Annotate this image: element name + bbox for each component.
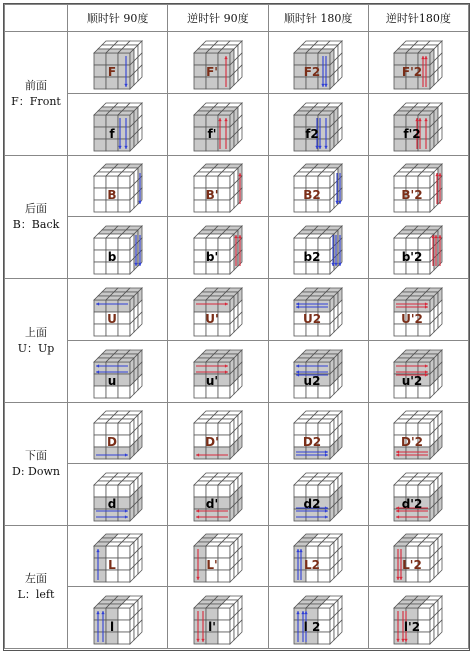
- cube-diagram: [286, 158, 350, 214]
- cube-diagram: [286, 282, 350, 338]
- move-notation-label: L'2: [402, 558, 423, 572]
- corner-cell: [5, 5, 68, 32]
- move-cell: [368, 403, 468, 464]
- cube-diagram: [386, 35, 450, 91]
- move-cell: [168, 341, 268, 403]
- move-cell: [268, 526, 368, 587]
- face-label-cell: [5, 156, 68, 279]
- move-notation-label: u': [205, 373, 218, 388]
- move-notation-label: B'2: [401, 188, 423, 202]
- move-notation-label: B: [107, 188, 117, 202]
- move-cell: [168, 94, 268, 156]
- move-cell: [68, 587, 168, 649]
- face-name-zh: 前面: [25, 78, 47, 92]
- cube-diagram: [86, 158, 150, 214]
- move-notation-label: u'2: [402, 373, 423, 388]
- cube-diagram: [386, 528, 450, 584]
- move-cell: [368, 217, 468, 279]
- cube-diagram: [186, 97, 250, 153]
- move-notation-label: l: [109, 619, 114, 634]
- cube-diagram: [386, 467, 450, 523]
- move-notation-label: b2: [303, 249, 321, 264]
- move-notation-label: F: [107, 64, 116, 79]
- cube-diagram: [186, 405, 250, 461]
- move-notation-label: F'2: [402, 64, 423, 79]
- move-notation-label: L: [107, 558, 116, 572]
- cube-diagram: [286, 467, 350, 523]
- face-name-en: L：left: [17, 588, 55, 601]
- cube-diagram: [386, 590, 450, 646]
- move-row: [5, 32, 469, 94]
- move-cell: [68, 464, 168, 526]
- move-cell: [168, 32, 268, 94]
- cube-diagram: [86, 528, 150, 584]
- move-notation-label: l': [207, 619, 216, 634]
- face-name-zh: 下面: [25, 449, 47, 462]
- move-notation-label: U': [205, 311, 219, 326]
- face-name-zh: 左面: [25, 572, 47, 585]
- move-cell: [68, 94, 168, 156]
- cube-diagram: [386, 158, 450, 214]
- move-cell: [168, 156, 268, 217]
- move-notation-label: b'2: [402, 249, 423, 264]
- cube-diagram: [386, 405, 450, 461]
- cube-diagram: [386, 220, 450, 276]
- move-cell: [268, 94, 368, 156]
- col-header-cw-90: 顺时针 90度: [68, 5, 168, 32]
- move-cell: [268, 32, 368, 94]
- move-cell: [168, 279, 268, 341]
- rubiks-notation-table: [4, 4, 469, 649]
- notation-table-frame: [3, 3, 470, 651]
- move-notation-label: b': [205, 249, 219, 264]
- face-name-en: U：Up: [17, 341, 55, 355]
- move-cell: [268, 156, 368, 217]
- move-cell: [368, 526, 468, 587]
- move-cell: [268, 279, 368, 341]
- move-notation-label: B': [205, 188, 219, 202]
- move-notation-label: U'2: [401, 311, 424, 326]
- move-notation-label: f': [207, 126, 217, 141]
- cube-diagram: [286, 97, 350, 153]
- cube-diagram: [286, 590, 350, 646]
- move-notation-label: f2: [305, 126, 319, 141]
- move-cell: [68, 217, 168, 279]
- move-cell: [268, 587, 368, 649]
- cube-diagram: [86, 282, 150, 338]
- move-notation-label: D2: [302, 435, 322, 449]
- move-row: [5, 341, 469, 403]
- move-notation-label: d'2: [402, 496, 423, 511]
- cube-diagram: [286, 344, 350, 400]
- cube-diagram: [186, 344, 250, 400]
- cube-diagram: [286, 35, 350, 91]
- move-cell: [68, 156, 168, 217]
- col-header-ccw-90: 逆时针 90度: [168, 5, 268, 32]
- move-notation-label: L2: [304, 558, 321, 572]
- cube-diagram: [386, 282, 450, 338]
- move-cell: [168, 217, 268, 279]
- move-cell: [268, 341, 368, 403]
- move-cell: [168, 403, 268, 464]
- move-cell: [68, 403, 168, 464]
- move-notation-label: f: [109, 126, 115, 141]
- move-notation-label: d2: [303, 496, 321, 511]
- cube-diagram: [86, 467, 150, 523]
- move-notation-label: F': [205, 64, 218, 79]
- move-notation-label: d: [107, 496, 116, 511]
- cube-diagram: [286, 528, 350, 584]
- move-notation-label: l 2: [303, 619, 321, 634]
- move-row: [5, 279, 469, 341]
- move-notation-label: F2: [303, 64, 321, 79]
- move-notation-label: f'2: [403, 126, 421, 141]
- face-name-en: D: Down: [12, 465, 60, 478]
- move-cell: [368, 94, 468, 156]
- move-cell: [68, 32, 168, 94]
- face-label-cell: [5, 32, 68, 156]
- move-row: [5, 403, 469, 464]
- move-notation-label: u: [107, 373, 116, 388]
- move-row: [5, 94, 469, 156]
- move-cell: [368, 464, 468, 526]
- move-notation-label: B2: [303, 188, 321, 202]
- col-header-cw-180: 顺时针 180度: [268, 5, 368, 32]
- face-name-zh: 上面: [25, 325, 47, 339]
- move-cell: [368, 587, 468, 649]
- move-cell: [168, 526, 268, 587]
- move-notation-label: b: [107, 249, 116, 264]
- cube-diagram: [286, 220, 350, 276]
- cube-diagram: [86, 405, 150, 461]
- move-notation-label: D: [106, 435, 117, 449]
- move-notation-label: d': [205, 496, 219, 511]
- move-cell: [68, 279, 168, 341]
- move-cell: [368, 341, 468, 403]
- move-cell: [268, 464, 368, 526]
- move-cell: [68, 526, 168, 587]
- move-cell: [368, 156, 468, 217]
- cube-diagram: [86, 97, 150, 153]
- move-row: [5, 156, 469, 217]
- move-notation-label: D': [205, 435, 219, 449]
- header-row: [5, 5, 469, 32]
- cube-diagram: [86, 220, 150, 276]
- face-label-cell: [5, 403, 68, 526]
- move-cell: [168, 587, 268, 649]
- move-cell: [168, 464, 268, 526]
- move-row: [5, 526, 469, 587]
- move-cell: [268, 217, 368, 279]
- cube-diagram: [186, 467, 250, 523]
- cube-diagram: [186, 158, 250, 214]
- move-row: [5, 587, 469, 649]
- face-label-cell: [5, 526, 68, 649]
- cube-diagram: [386, 97, 450, 153]
- cube-diagram: [186, 590, 250, 646]
- cube-diagram: [186, 35, 250, 91]
- face-name-en: B：Back: [12, 218, 60, 231]
- move-notation-label: L': [206, 558, 218, 572]
- move-cell: [368, 279, 468, 341]
- cube-diagram: [186, 528, 250, 584]
- move-row: [5, 464, 469, 526]
- cube-diagram: [86, 35, 150, 91]
- move-notation-label: D'2: [401, 435, 424, 449]
- move-notation-label: U: [106, 311, 117, 326]
- cube-diagram: [86, 344, 150, 400]
- move-row: [5, 217, 469, 279]
- move-cell: [368, 32, 468, 94]
- face-label-cell: [5, 279, 68, 403]
- cube-diagram: [386, 344, 450, 400]
- col-header-ccw-180: 逆时针180度: [368, 5, 468, 32]
- move-notation-label: l'2: [404, 619, 421, 634]
- face-name-zh: 后面: [25, 202, 47, 215]
- cube-diagram: [286, 405, 350, 461]
- move-notation-label: u2: [303, 373, 321, 388]
- face-name-en: F：Front: [11, 94, 61, 108]
- move-notation-label: U2: [303, 311, 322, 326]
- move-cell: [268, 403, 368, 464]
- cube-diagram: [186, 282, 250, 338]
- cube-diagram: [86, 590, 150, 646]
- notation-body: [5, 32, 469, 649]
- cube-diagram: [186, 220, 250, 276]
- move-cell: [68, 341, 168, 403]
